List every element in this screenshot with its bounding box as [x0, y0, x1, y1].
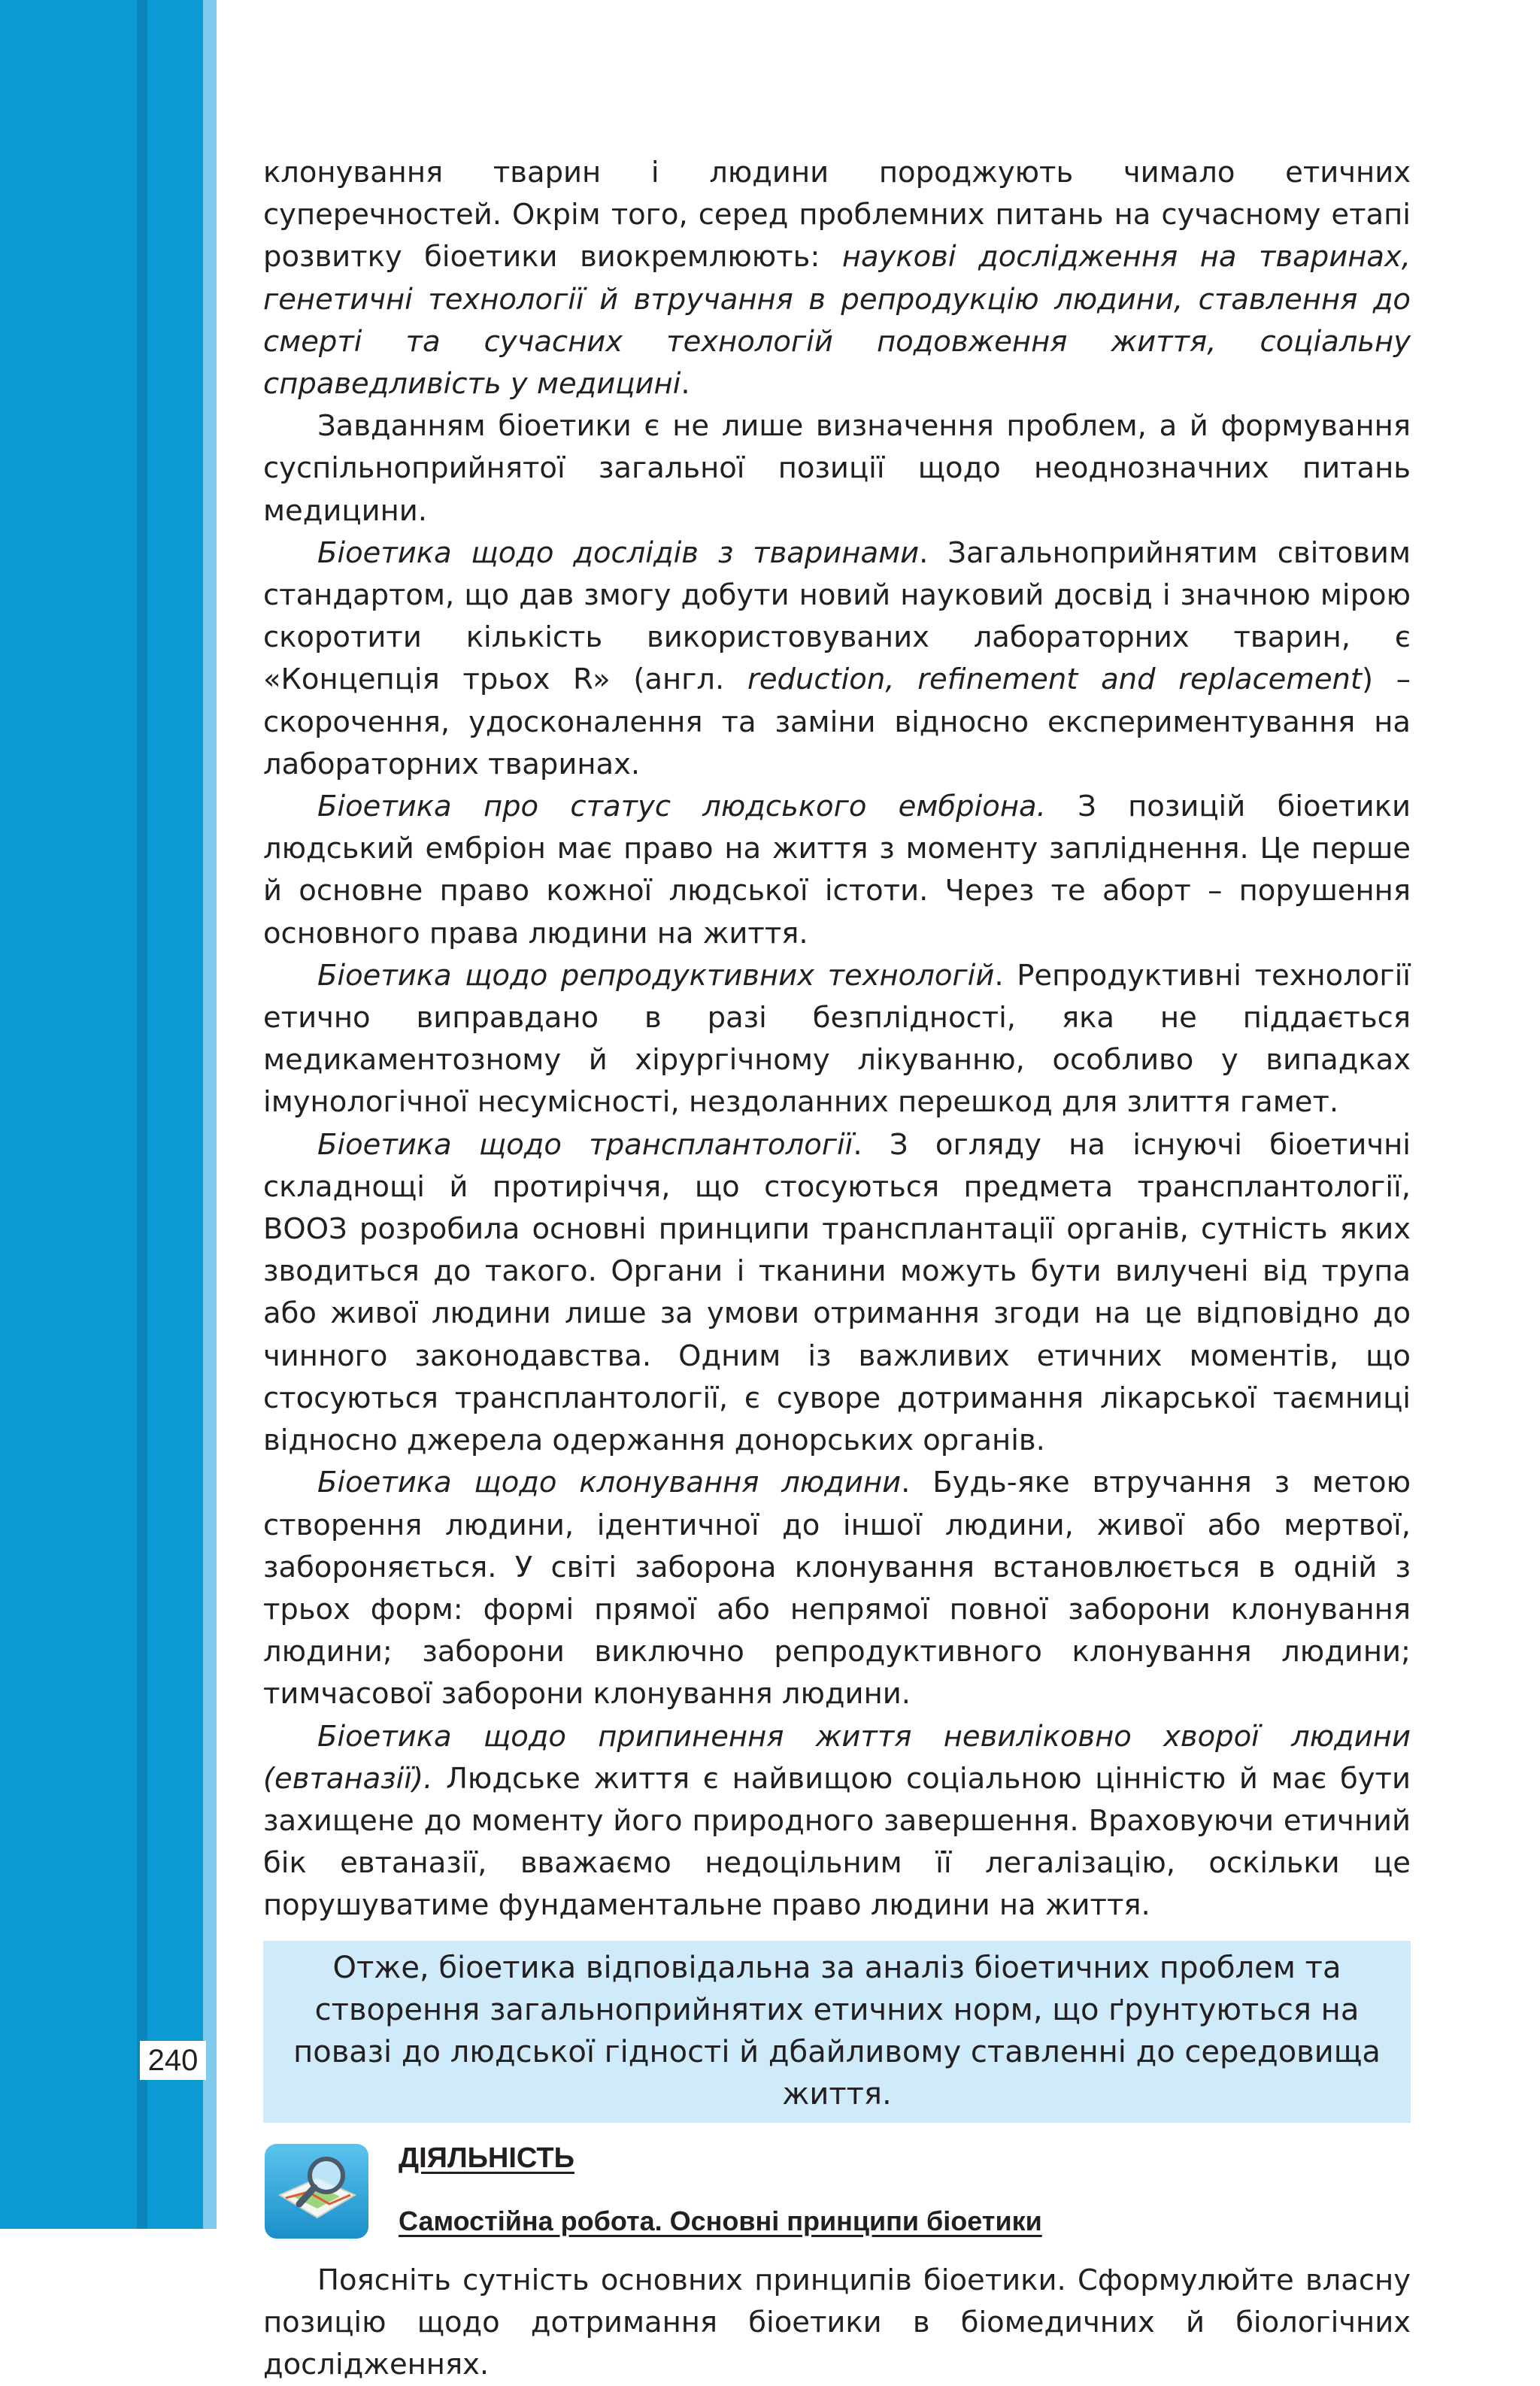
paragraph-euthanasia: Біоетика щодо припинення життя невиліковно хворої людини (евтаназії). Людське життя є найвищою соціальною цінністю й має бути захищене до моменту його природного завершення. Враховуючи етичний бік евтаназії, вважаємо недоцільним її легалізацію, оскільки це порушуватиме фундаментальне право людини на життя.	[263, 1719, 1411, 1923]
paragraph-1: клонування тварин і людини породжують чимало етичних суперечностей. Окрім того, серед проблемних питань на сучасному етапі розвитку біоетики виокремлюють: наукові дослідження на тваринах, генетичні технології й втручання в репродукцію людини, ставлення до смерті та сучасних технологій подовження життя, соціальну справедливість у медицині.	[263, 156, 1411, 402]
paragraph-transplantology: Біоетика щодо трансплантології. З огляду на існуючі біоетичні складнощі й протиріччя, що стосуються предмета трансплантології, ВООЗ розробила основні принципи трансплантації органів, сутність яких зводиться до такого. Органи і тканини можуть бути вилучені від трупа або живої людини лише за умови отримання згоди на це відповідно до чинного законодавства. Одним із важливих етичних моментів, що стосуються трансплантології, є суворе дотримання лікарської таємниці відносно джерела одержання донорських органів.	[263, 1127, 1411, 1458]
main-content	[263, 152, 1411, 2386]
summary-box: Отже, біоетика відповідальна за аналіз біоетичних проблем та створення загальноприйнятих етичних норм, що ґрунтуються на повазі до людської гідності й дбайливому ставленні до середовища життя.	[263, 1941, 1411, 2123]
side-bar-edge	[203, 0, 217, 2229]
activity-section	[263, 2139, 1411, 2260]
side-bar	[0, 0, 203, 2229]
paragraph-reproductive-tech: Біоетика щодо репродуктивних технологій. Репродуктивні технології етично виправдано в разі безплідності, яка не піддається медикаментозному й хірургічному лікуванню, особливо у випадках імунологічної несумісності, нездоланних перешкод для злиття гамет.	[263, 958, 1411, 1120]
magnifier-map-icon	[263, 2142, 370, 2240]
paragraph-cloning: Біоетика щодо клонування людини. Будь-яке втручання з метою створення людини, ідентичної до іншої людини, живої або мертвої, забороняється. У світі заборона клонування встановлюється в одній з трьох форм: формі прямої або непрямої повної заборони клонування людини; заборони виключно репродуктивного клонування людини; тимчасової заборони клонування людини.	[263, 1466, 1411, 1711]
paragraph-embryo-status: Біоетика про статус людського ембріона. З позицій біоетики людський ембріон має право на життя з моменту запліднення. Це перше й основне право кожної людської істоти. Через те аборт – порушення основного права людини на життя.	[263, 790, 1411, 950]
paragraph-2: Завданням біоетики є не лише визначення проблем, а й формування суспільноприйнятої загальної позиції щодо неоднозначних питань медицини.	[263, 409, 1411, 528]
activity-heading: ДІЯЛЬНІСТЬ	[399, 2142, 574, 2174]
side-bar-stripe	[137, 0, 147, 2229]
paragraph-animal-research: Біоетика щодо дослідів з тваринами. Загальноприйнятим світовим стандартом, що дав змогу добути новий науковий досвід і значною мірою скоротити кількість використовуваних лабораторних тварин, є «Концепція трьох R» (англ. reduction, refinement and replacement) – скорочення, удосконалення та заміни відносно експериментування на лабораторних тваринах.	[263, 535, 1411, 781]
task-title: Самостійна робота. Основні принципи біоетики	[399, 2205, 1042, 2236]
page-number: 240	[140, 2041, 206, 2080]
task-text: Поясніть сутність основних принципів біоетики. Сформулюйте власну позицію щодо дотримання біоетики в біомедичних й біологічних дослідженнях.	[263, 2263, 1411, 2381]
